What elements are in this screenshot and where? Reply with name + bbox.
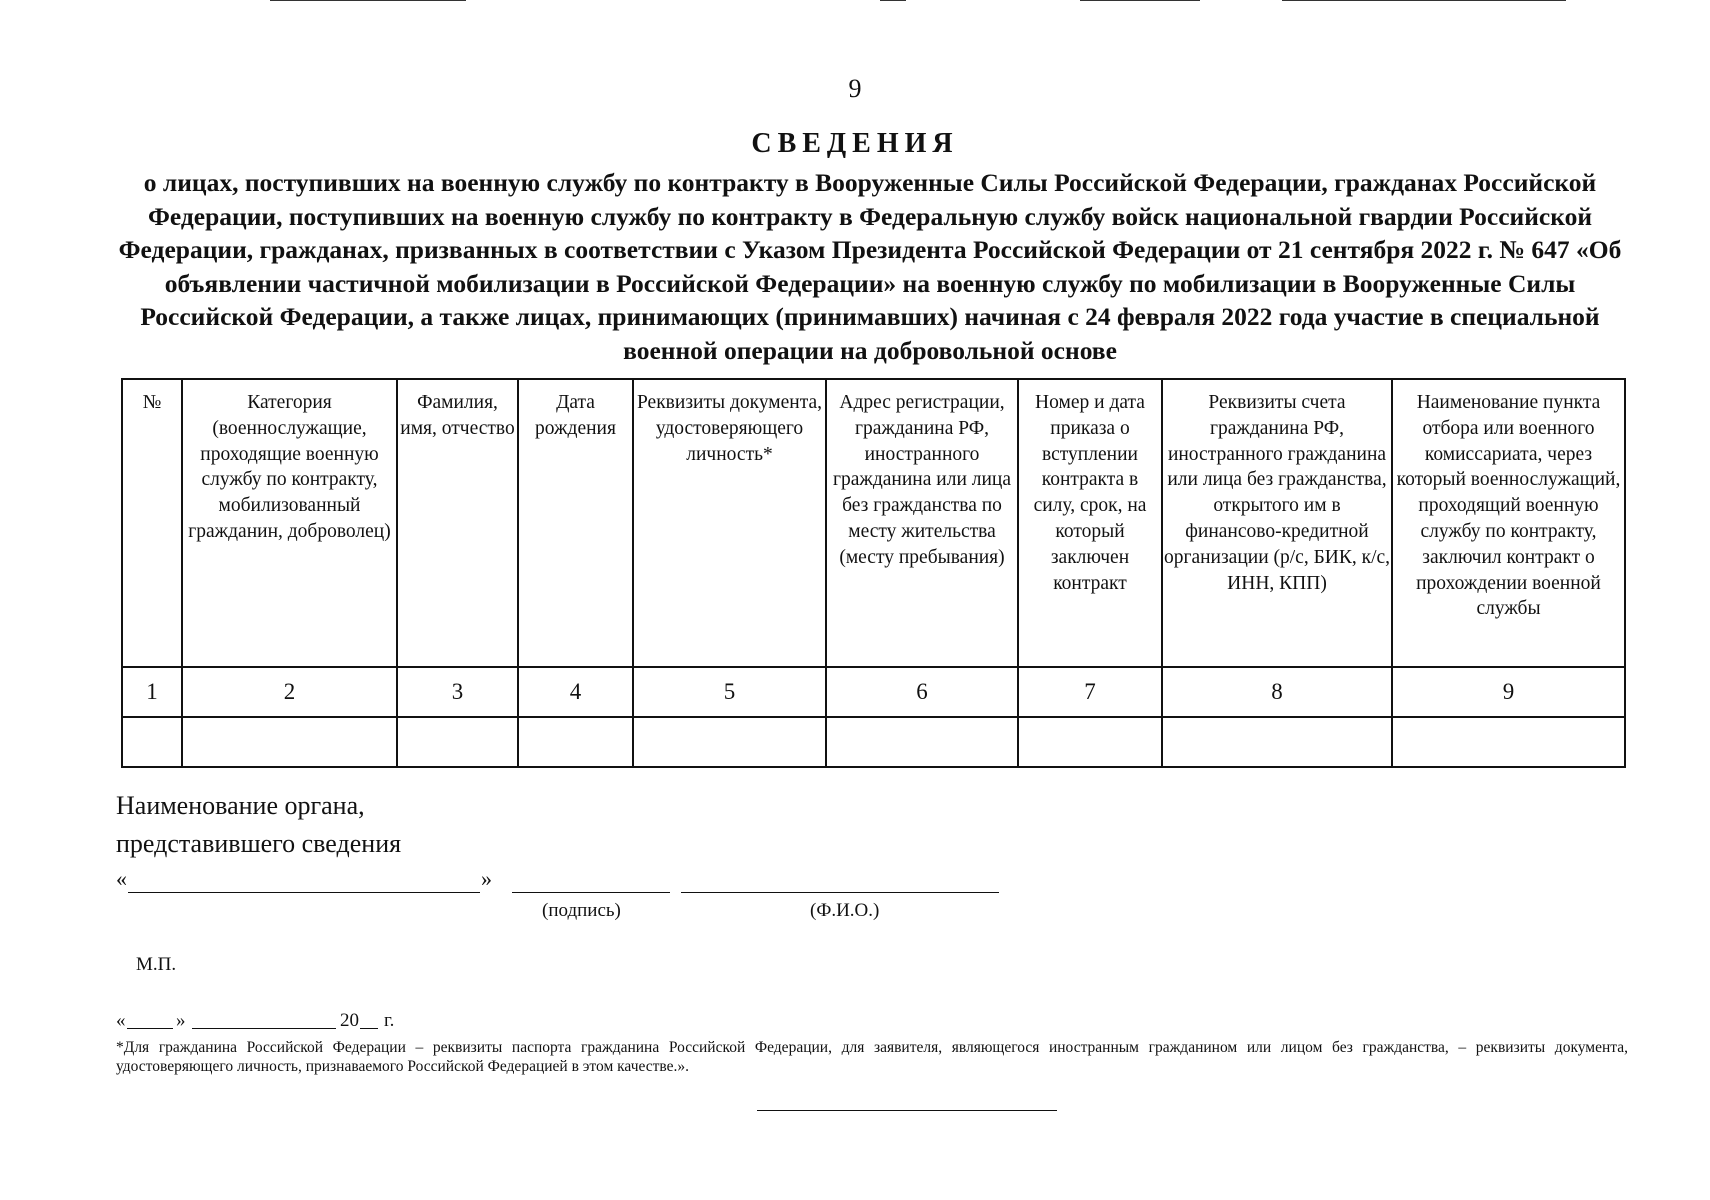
date-day-line xyxy=(127,1028,173,1029)
organ-label-line2: представившего сведения xyxy=(116,829,402,858)
date-year-suffix: г. xyxy=(384,1010,395,1031)
column-number: 5 xyxy=(633,667,826,717)
column-number: 3 xyxy=(397,667,518,717)
column-number: 7 xyxy=(1018,667,1162,717)
header-identity-document: Реквизиты документа, удостоверяющего личность* xyxy=(633,379,826,667)
date-year-prefix: 20 xyxy=(340,1010,359,1031)
empty-cell xyxy=(1018,717,1162,767)
column-number: 8 xyxy=(1162,667,1392,717)
top-rule-3 xyxy=(1080,0,1200,1)
empty-cell xyxy=(826,717,1018,767)
top-rule-2 xyxy=(880,0,906,1)
header-contract-order: Номер и дата приказа о вступлении контракта в силу, срок, на который заключен контракт xyxy=(1018,379,1162,667)
date-close-quote: » xyxy=(176,1010,186,1031)
column-number: 9 xyxy=(1392,667,1625,717)
information-table xyxy=(121,378,1626,768)
column-number: 6 xyxy=(826,667,1018,717)
empty-cell xyxy=(518,717,633,767)
organ-open-quote: « xyxy=(116,866,127,891)
empty-cell xyxy=(397,717,518,767)
organ-label-line1: Наименование органа, xyxy=(116,791,365,820)
footnote: *Для гражданина Российской Федерации – реквизиты паспорта гражданина Российской Федерации, для заявителя, являющегося иностранным гражданином или лицом без гражданства, – реквизиты документа, удостоверяющего личность, признаваемого Российской Федерацией в этом качестве.». xyxy=(116,1039,1628,1075)
header-registration-address: Адрес регистрации, гражданина РФ, иностранного гражданина или лица без гражданства по месту жительства (месту пребывания) xyxy=(826,379,1018,667)
empty-cell xyxy=(633,717,826,767)
document-title: СВЕДЕНИЯ xyxy=(751,128,959,159)
header-birth-date: Дата рождения xyxy=(518,379,633,667)
column-number-row xyxy=(122,667,1625,717)
page-number: 9 xyxy=(848,74,862,103)
empty-cell xyxy=(122,717,182,767)
column-number: 4 xyxy=(518,667,633,717)
closing-rule xyxy=(757,1110,1057,1111)
empty-data-row xyxy=(122,717,1625,767)
column-number: 2 xyxy=(182,667,397,717)
organ-name-line xyxy=(128,892,480,893)
stamp-label: М.П. xyxy=(136,954,177,975)
empty-cell xyxy=(1162,717,1392,767)
header-bank-account: Реквизиты счета гражданина РФ, иностранного гражданина или лица без гражданства, открытого им в финансово-кредитной организации (р/с, БИК, к/с, ИНН, КПП) xyxy=(1162,379,1392,667)
date-open-quote: « xyxy=(116,1010,126,1031)
table-header-row xyxy=(122,379,1625,667)
full-name-caption: (Ф.И.О.) xyxy=(810,900,880,921)
date-month-line xyxy=(192,1028,336,1029)
date-year-line xyxy=(360,1028,378,1029)
organ-close-quote: » xyxy=(481,866,492,891)
full-name-line xyxy=(681,892,999,893)
empty-cell xyxy=(1392,717,1625,767)
empty-cell xyxy=(182,717,397,767)
header-full-name: Фамилия, имя, отчество xyxy=(397,379,518,667)
signature-line xyxy=(512,892,670,893)
top-rule-1 xyxy=(270,0,466,1)
document-subtitle: о лицах, поступивших на военную службу по контракту в Вооруженные Силы Российской Федерации, гражданах Российской Федерации, поступивших на военную службу по контракту в Федеральную службу войск национальной гвардии Российской Федерации, гражданах, призванных в соответствии с Указом Президента Российской Федерации от 21 сентября 2022 г. № 647 «Об объявлении частичной мобилизации в Российской Федерации» на военную службу по мобилизации в Вооруженные Силы Российской Федерации, а также лицах, принимающих (принимавших) начиная с 24 февраля 2022 года участие в специальной военной операции на добровольной основе xyxy=(118,168,1622,365)
signature-caption: (подпись) xyxy=(542,900,621,921)
top-rule-4 xyxy=(1282,0,1566,1)
header-category: Категория (военнослужащие, проходящие военную службу по контракту, мобилизованный гражданин, доброволец) xyxy=(182,379,397,667)
header-recruitment-office: Наименование пункта отбора или военного комиссариата, через который военнослужащий, проходящий военную службу по контракту, заключил контракт о прохождении военной службы xyxy=(1392,379,1625,667)
header-number: № xyxy=(122,379,182,667)
column-number: 1 xyxy=(122,667,182,717)
